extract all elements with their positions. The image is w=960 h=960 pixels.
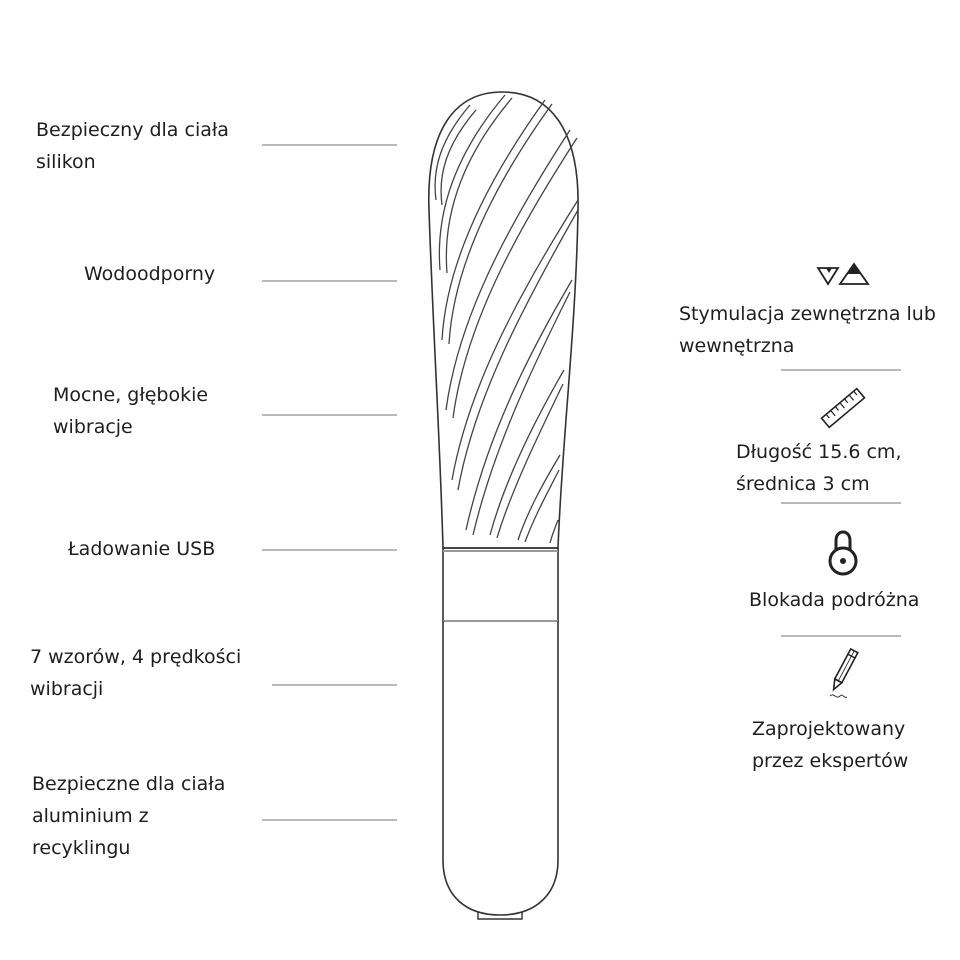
feature-waterproof: Wodoodporny xyxy=(84,263,216,285)
charging-band xyxy=(443,548,558,621)
spiral-ribs xyxy=(435,95,578,543)
leader-line-vibrations xyxy=(262,414,397,416)
feature-stimulation: Stymulacja zewnętrzna lub wewnętrzna xyxy=(679,303,936,357)
feature-silicone: Bezpieczny dla ciała silikon xyxy=(36,119,229,173)
leader-line-patterns xyxy=(272,684,397,686)
feature-aluminium: Bezpieczne dla ciała aluminium z recyklingu xyxy=(32,773,226,859)
padlock-icon xyxy=(826,530,860,576)
feature-vibrations: Mocne, głębokie wibracje xyxy=(53,384,209,438)
pencil-icon xyxy=(826,646,860,704)
feature-dimensions: Długość 15.6 cm, średnica 3 cm xyxy=(736,441,902,495)
feature-usb-charging: Ładowanie USB xyxy=(68,538,216,560)
divider-stimulation xyxy=(781,369,901,371)
leader-line-silicone xyxy=(262,144,397,146)
feature-travel-lock: Blokada podróżna xyxy=(749,589,920,611)
divider-travel-lock xyxy=(781,635,901,637)
feature-designed-by-experts: Zaprojektowany przez ekspertów xyxy=(752,718,909,772)
leader-line-aluminium xyxy=(262,819,397,821)
ruler-icon xyxy=(818,386,868,430)
leader-line-usb xyxy=(262,549,397,551)
triangles-icon xyxy=(816,262,872,290)
aluminium-body-outline xyxy=(443,621,558,915)
leader-line-waterproof xyxy=(262,280,397,282)
divider-dimensions xyxy=(781,502,901,504)
feature-patterns: 7 wzorów, 4 prędkości wibracji xyxy=(30,646,242,700)
